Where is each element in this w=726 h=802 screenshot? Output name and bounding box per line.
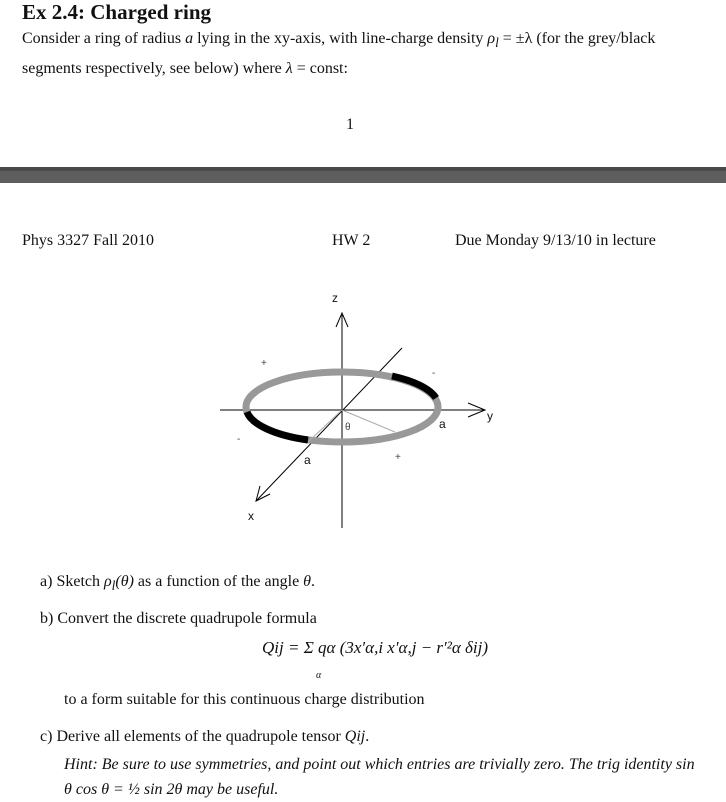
intro-var-a: a <box>185 30 194 47</box>
sign-plus-top: + <box>261 358 267 369</box>
item-b <box>40 610 317 628</box>
radius-label-y: a <box>439 417 446 431</box>
hint-text: Hint: Be sure to use symmetries, and point out which entries are trivially zero. The trig identity sin θ cos θ = ½ sin 2θ may be useful. <box>64 756 695 798</box>
item-a-text-1: Sketch <box>56 573 104 590</box>
item-c-marker: c) <box>40 728 53 745</box>
item-b-marker: b) <box>40 610 54 627</box>
header-due: Due Monday 9/13/10 in lecture <box>455 232 656 249</box>
intro-text-1: Consider a ring of radius <box>22 30 186 47</box>
axis-label-x: x <box>248 509 254 523</box>
item-b-text: Convert the discrete quadrupole formula <box>57 610 317 627</box>
sign-plus-bottom: + <box>395 452 401 463</box>
item-c-text: Derive all elements of the quadrupole tensor <box>56 728 345 745</box>
item-c-end: . <box>365 728 370 745</box>
ring-black-segment-left <box>247 412 308 440</box>
item-a-rho-sub: l <box>111 578 116 594</box>
quadrupole-formula: Qij = Σ qα (3x′α,i x′α,j − r′²α δij) <box>262 638 489 657</box>
intro-text-3: (for the grey/black segments respectively, see below) where <box>22 30 656 78</box>
ring-figure <box>200 280 520 540</box>
item-a-arg: (θ) <box>115 573 134 590</box>
intro-rho: ρ <box>487 30 496 47</box>
intro-lambda: λ <box>285 60 293 78</box>
item-a-rho: ρ <box>103 573 112 590</box>
item-a <box>40 573 315 594</box>
exercise-title: Ex 2.4: Charged ring <box>22 0 211 24</box>
page-divider <box>0 171 726 183</box>
header-course: Phys 3327 Fall 2010 <box>22 232 155 249</box>
theta-label: θ <box>345 422 351 433</box>
sign-minus-right: - <box>432 368 436 379</box>
sign-minus-left: - <box>237 434 241 445</box>
axis-label-y: y <box>487 409 493 423</box>
page-number: 1 <box>346 116 354 133</box>
item-a-theta: θ <box>303 573 312 590</box>
intro-eq: = ±λ <box>498 30 533 47</box>
intro-paragraph <box>22 26 692 82</box>
header-hw: HW 2 <box>332 232 371 249</box>
item-a-marker: a) <box>40 573 53 590</box>
intro-text-4: = const: <box>292 60 348 78</box>
radius-line-x <box>308 410 342 442</box>
item-b-continuation: to a form suitable for this continuous charge distribution <box>64 691 425 708</box>
quadrupole-formula-sum-index: α <box>316 670 322 681</box>
item-a-end: . <box>311 573 316 590</box>
intro-text-2: lying in the xy-axis, with line-charge density <box>193 30 488 47</box>
axis-label-z: z <box>332 291 338 305</box>
item-c-q: Qij <box>344 728 366 745</box>
intro-rho-sub: l <box>495 35 499 51</box>
radius-label-x: a <box>304 453 311 467</box>
item-c <box>40 728 369 746</box>
item-a-text-2: as a function of the angle <box>133 573 304 590</box>
